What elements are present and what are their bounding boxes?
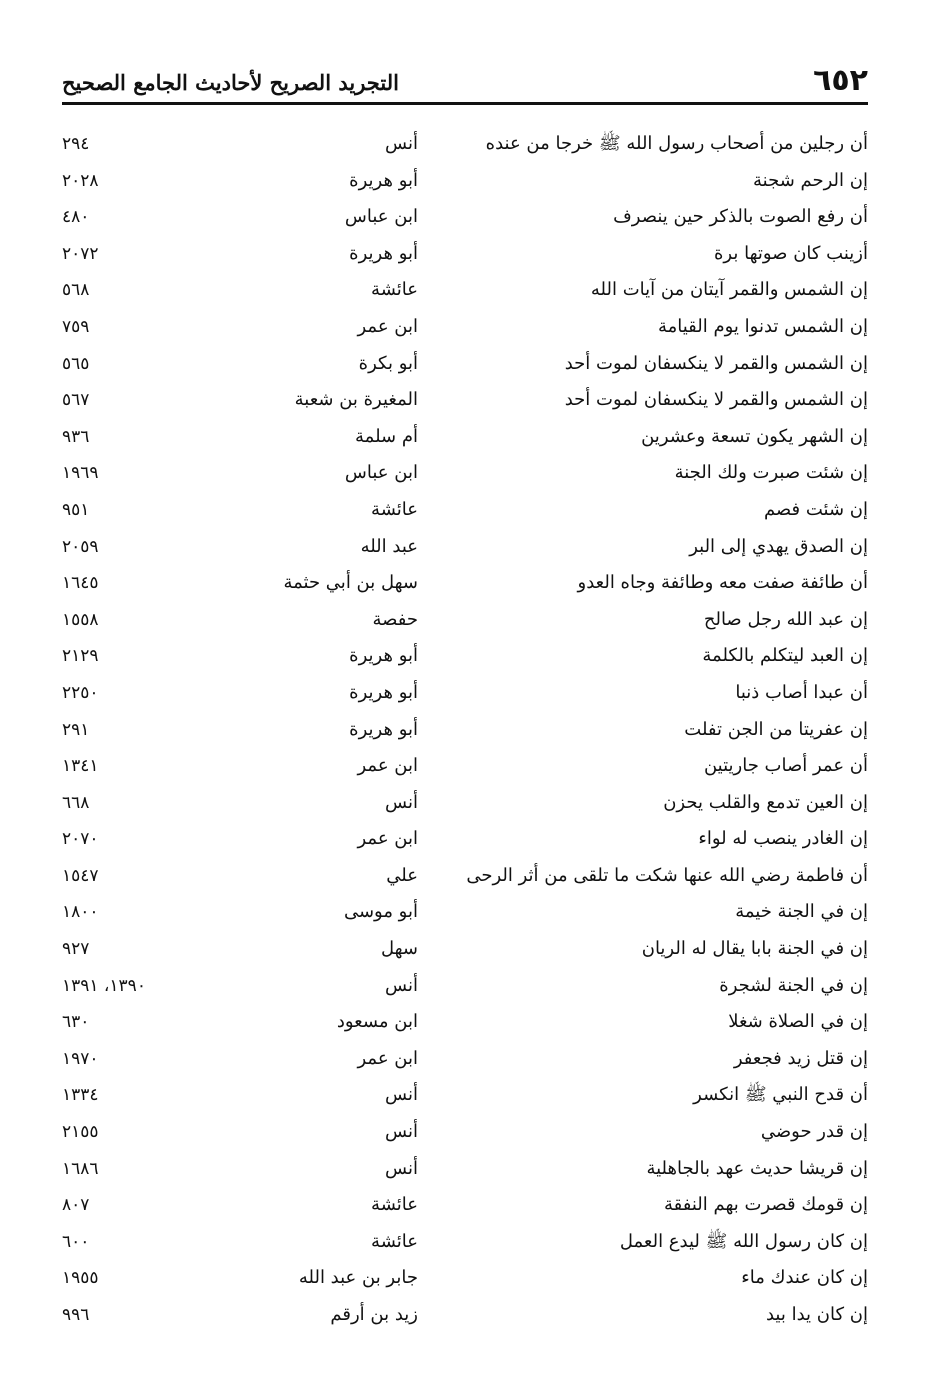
hadith-text: إن الصدق يهدي إلى البر [689, 535, 868, 557]
hadith-number: ٦٠٠ [62, 1231, 90, 1252]
hadith-text: إن شئت فصم [763, 498, 868, 520]
hadith-text: إن الشمس والقمر لا ينكسفان لموت أحد [564, 352, 868, 374]
narrator-name: عائشة [371, 1194, 418, 1216]
hadith-text: إن الشمس تدنوا يوم القيامة [657, 315, 868, 337]
narrator-name: أنس [385, 1157, 418, 1179]
index-row [62, 1224, 868, 1261]
hadith-number: ٥٦٨ [62, 280, 90, 301]
index-row [62, 1187, 868, 1224]
hadith-number: ٥٦٥ [62, 353, 90, 374]
index-row [62, 821, 868, 858]
index-row [62, 785, 868, 822]
index-row [62, 1041, 868, 1078]
index-row [62, 309, 868, 346]
index-row [62, 1114, 868, 1151]
page-header [62, 58, 868, 98]
narrator-name: أبو هريرة [349, 242, 418, 264]
hadith-text: إن الشمس والقمر لا ينكسفان لموت أحد [564, 389, 868, 411]
hadith-text: إن عبد الله رجل صالح [703, 608, 868, 630]
hadith-text: إن قدر حوضي [760, 1121, 868, 1143]
page-number: ٦٥٢ [813, 63, 868, 98]
narrator-name: أنس [385, 1121, 418, 1143]
index-row [62, 272, 868, 309]
hadith-number: ٩٥١ [62, 499, 90, 520]
narrator-name: المغيرة بن شعبة [294, 389, 418, 411]
hadith-number: ٢٠٧٠ [62, 829, 99, 850]
hadith-number: ٢٠٧٢ [62, 243, 99, 264]
narrator-name: عائشة [371, 498, 418, 520]
hadith-text: إن العين تدمع والقلب يحزن [663, 791, 868, 813]
hadith-text: أن قدح النبي ﷺ انكسر [693, 1084, 868, 1106]
index-row [62, 126, 868, 163]
hadith-text: أن عبدا أصاب ذنبا [735, 681, 868, 703]
index-row [62, 565, 868, 602]
hadith-number: ٩٣٦ [62, 426, 90, 447]
hadith-number: ٥٦٧ [62, 390, 90, 411]
hadith-number: ٢٢٥٠ [62, 682, 99, 703]
index-row [62, 199, 868, 236]
index-row [62, 1077, 868, 1114]
hadith-number: ١٩٧٠ [62, 1048, 99, 1069]
narrator-name: أم سلمة [355, 425, 418, 447]
hadith-text: إن في الجنة بابا يقال له الريان [641, 938, 868, 960]
index-row [62, 638, 868, 675]
index-row [62, 346, 868, 383]
index-row [62, 712, 868, 749]
hadith-number: ٢٩١ [62, 719, 90, 740]
hadith-text: إن عفريتا من الجن تفلت [684, 718, 868, 740]
hadith-number: ٧٥٩ [62, 316, 90, 337]
narrator-name: ابن عباس [344, 462, 418, 484]
hadith-text: إن في الجنة لشجرة [719, 974, 868, 996]
hadith-text: أن رفع الصوت بالذكر حين ينصرف [613, 206, 868, 228]
index-row [62, 602, 868, 639]
narrator-name: ابن عمر [357, 315, 418, 337]
hadith-text: إن العبد ليتكلم بالكلمة [702, 645, 868, 667]
hadith-text: إن الشمس والقمر آيتان من آيات الله [590, 279, 868, 301]
narrator-name: ابن عمر [357, 1047, 418, 1069]
hadith-text: إن قومك قصرت بهم النفقة [664, 1194, 868, 1216]
narrator-name: أنس [385, 974, 418, 996]
hadith-number: ١٨٠٠ [62, 902, 99, 923]
hadith-text: إن شئت صبرت ولك الجنة [674, 462, 868, 484]
book-title: التجريد الصريح لأحاديث الجامع الصحيح [62, 70, 399, 95]
hadith-number: ٨٠٧ [62, 1195, 90, 1216]
hadith-text: أن رجلين من أصحاب رسول الله ﷺ خرجا من عنده [485, 133, 868, 154]
hadith-text: أزينب كان صوتها برة [714, 242, 868, 264]
hadith-number: ٤٨٠ [62, 207, 90, 228]
narrator-name: سهل بن أبي حثمة [283, 572, 418, 594]
index-row [62, 1151, 868, 1188]
index-row [62, 675, 868, 712]
narrator-name: زيد بن أرقم [330, 1304, 418, 1325]
narrator-name: أبو هريرة [349, 718, 418, 740]
hadith-text: إن في الصلاة شغلا [728, 1011, 868, 1033]
narrator-name: أبو هريرة [349, 645, 418, 667]
index-row [62, 382, 868, 419]
narrator-name: علي [386, 864, 418, 886]
narrator-name: أنس [385, 133, 418, 154]
hadith-number: ١٦٤٥ [62, 573, 99, 594]
narrator-name: أبو بكرة [358, 352, 418, 374]
hadith-number: ١٩٥٥ [62, 1268, 99, 1289]
hadith-text: إن قتل زيد فجعفر [733, 1047, 868, 1069]
index-row [62, 163, 868, 200]
hadith-number: ١٦٨٦ [62, 1158, 99, 1179]
narrator-name: أنس [385, 1084, 418, 1106]
narrator-name: أنس [385, 791, 418, 813]
narrator-name: أبو هريرة [349, 681, 418, 703]
hadith-text: إن الغادر ينصب له لواء [698, 828, 868, 850]
hadith-number: ٢٠٢٨ [62, 170, 99, 191]
hadith-text: إن قريشا حديث عهد بالجاهلية [646, 1157, 868, 1179]
narrator-name: عائشة [371, 1230, 418, 1252]
index-row [62, 236, 868, 273]
hadith-number: ٢١٢٩ [62, 646, 99, 667]
narrator-name: عبد الله [360, 535, 418, 557]
hadith-text: إن كان رسول الله ﷺ ليدع العمل [619, 1230, 868, 1252]
narrator-name: جابر بن عبد الله [298, 1267, 418, 1289]
hadith-number: ٩٩٦ [62, 1305, 90, 1325]
hadith-text: إن كان عندك ماء [741, 1267, 868, 1289]
hadith-number: ٢٩٤ [62, 134, 90, 154]
index-row [62, 1260, 868, 1297]
narrator-name: حفصة [372, 608, 418, 630]
index-row [62, 1004, 868, 1041]
hadith-text: إن الرحم شجنة [753, 169, 868, 191]
hadith-index-list [62, 126, 868, 1334]
hadith-text: أن عمر أصاب جاريتين [703, 755, 868, 777]
hadith-text: إن الشهر يكون تسعة وعشرين [641, 425, 868, 447]
hadith-number: ٢٠٥٩ [62, 536, 99, 557]
index-row [62, 968, 868, 1005]
hadith-number: ١٣٤١ [62, 756, 99, 777]
narrator-name: سهل [380, 938, 418, 960]
hadith-number: ٩٢٧ [62, 939, 90, 960]
hadith-number: ١٣٩٠، ١٣٩١ [62, 975, 146, 996]
hadith-number: ١٥٥٨ [62, 609, 99, 630]
hadith-text: أن فاطمة رضي الله عنها شكت ما تلقى من أثر الرحى [466, 864, 868, 886]
hadith-text: إن كان يدا بيد [765, 1304, 868, 1325]
index-row [62, 894, 868, 931]
index-row [62, 931, 868, 968]
hadith-number: ٢١٥٥ [62, 1122, 99, 1143]
narrator-name: أبو موسى [343, 901, 418, 923]
hadith-number: ١٩٦٩ [62, 463, 99, 484]
hadith-number: ١٣٣٤ [62, 1085, 99, 1106]
narrator-name: أبو هريرة [349, 169, 418, 191]
hadith-number: ٦٣٠ [62, 1012, 90, 1033]
index-row [62, 858, 868, 895]
narrator-name: ابن عمر [357, 755, 418, 777]
index-row [62, 529, 868, 566]
narrator-name: عائشة [371, 279, 418, 301]
index-row [62, 1297, 868, 1334]
hadith-number: ٦٦٨ [62, 792, 90, 813]
hadith-text: إن في الجنة خيمة [735, 901, 868, 923]
index-row [62, 492, 868, 529]
index-row [62, 419, 868, 456]
narrator-name: ابن عباس [344, 206, 418, 228]
index-row [62, 748, 868, 785]
narrator-name: ابن عمر [357, 828, 418, 850]
index-row [62, 455, 868, 492]
header-divider [62, 102, 868, 105]
hadith-number: ١٥٤٧ [62, 865, 99, 886]
narrator-name: ابن مسعود [336, 1011, 418, 1033]
hadith-text: أن طائفة صفت معه وطائفة وجاه العدو [577, 572, 868, 594]
